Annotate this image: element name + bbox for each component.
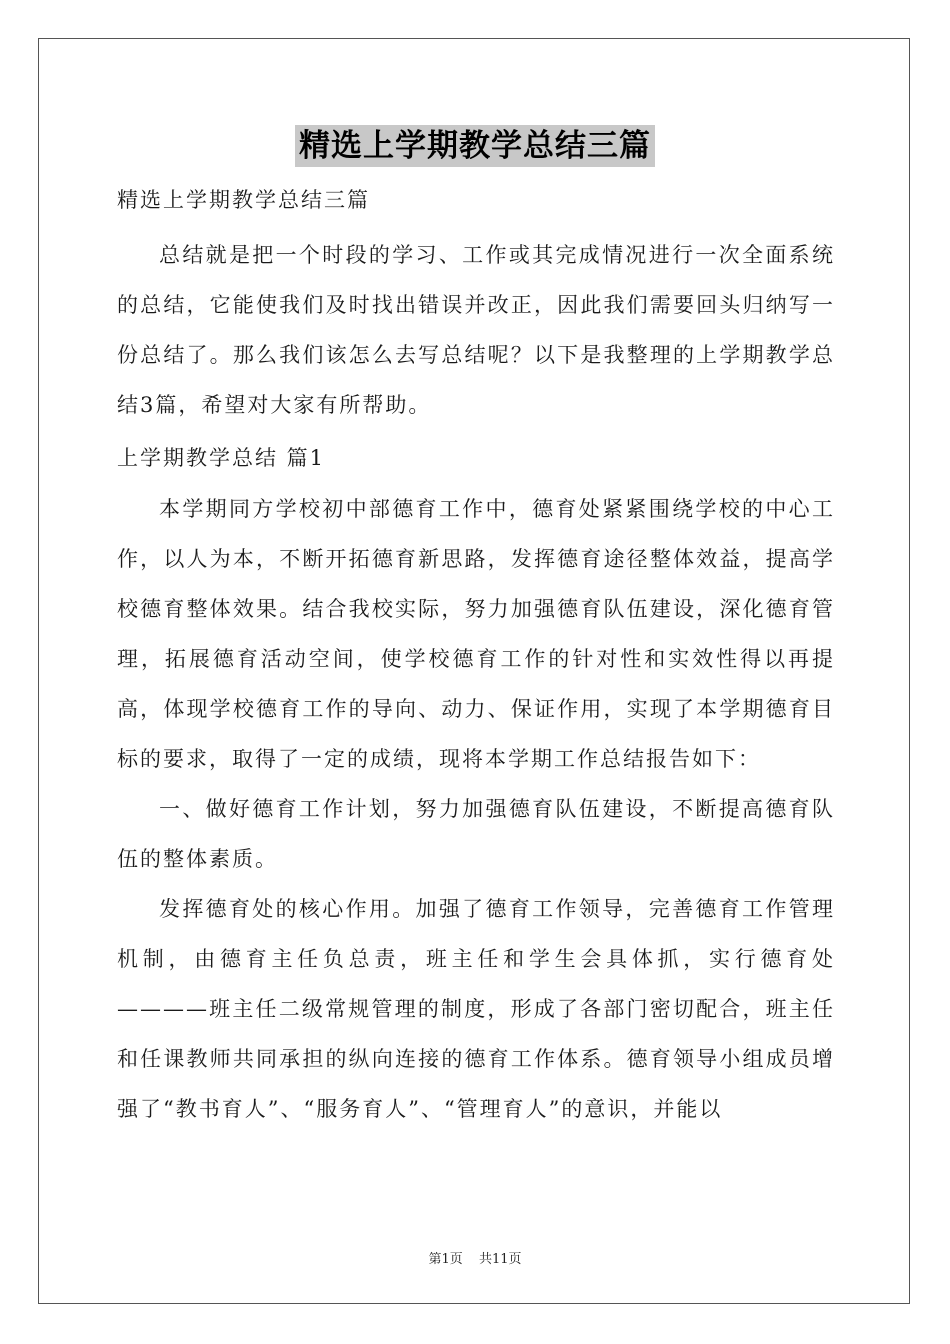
total-pages: 共11页	[478, 1252, 522, 1267]
document-title: 精选上学期教学总结三篇	[295, 125, 655, 167]
body-paragraph-2: 一、做好德育工作计划，努力加强德育队伍建设，不断提高德育队伍的整体素质。	[117, 797, 835, 871]
body-paragraph-1: 本学期同方学校初中部德育工作中，德育处紧紧围绕学校的中心工作，以人为本，不断开拓德育新思路，发挥德育途径整体效益，提高学校德育整体效果。结合我校实际，努力加强德育队伍建设，深化德育管理，拓展德育活动空间，使学校德育工作的针对性和实效性得以再提高，体现学校德育工作的导向、动力、保证作用，实现了本学期德育目标的要求，取得了一定的成绩，现将本学期工作总结报告如下：	[117, 497, 835, 771]
body-paragraph-3: 发挥德育处的核心作用。加强了德育工作领导，完善德育工作管理机制，由德育主任负总责，班主任和学生会具体抓，实行德育处————班主任二级常规管理的制度，形成了各部门密切配合，班主任和任课教师共同承担的纵向连接的德育工作体系。德育领导小组成员增强了“教书育人”、“服务育人”、“管理育人”的意识，并能以	[117, 897, 835, 1121]
section-heading: 上学期教学总结 篇1	[117, 446, 326, 470]
intro-paragraph: 总结就是把一个时段的学习、工作或其完成情况进行一次全面系统的总结，它能使我们及时找出错误并改正，因此我们需要回头归纳写一份总结了。那么我们该怎么去写总结呢？以下是我整理的上学期教学总结3篇，希望对大家有所帮助。	[117, 243, 835, 417]
page-footer	[0, 1248, 950, 1267]
title-container	[0, 125, 950, 167]
document-body	[117, 180, 835, 1134]
page-number: 第1页	[428, 1252, 463, 1267]
document-subtitle: 精选上学期教学总结三篇	[117, 188, 370, 212]
